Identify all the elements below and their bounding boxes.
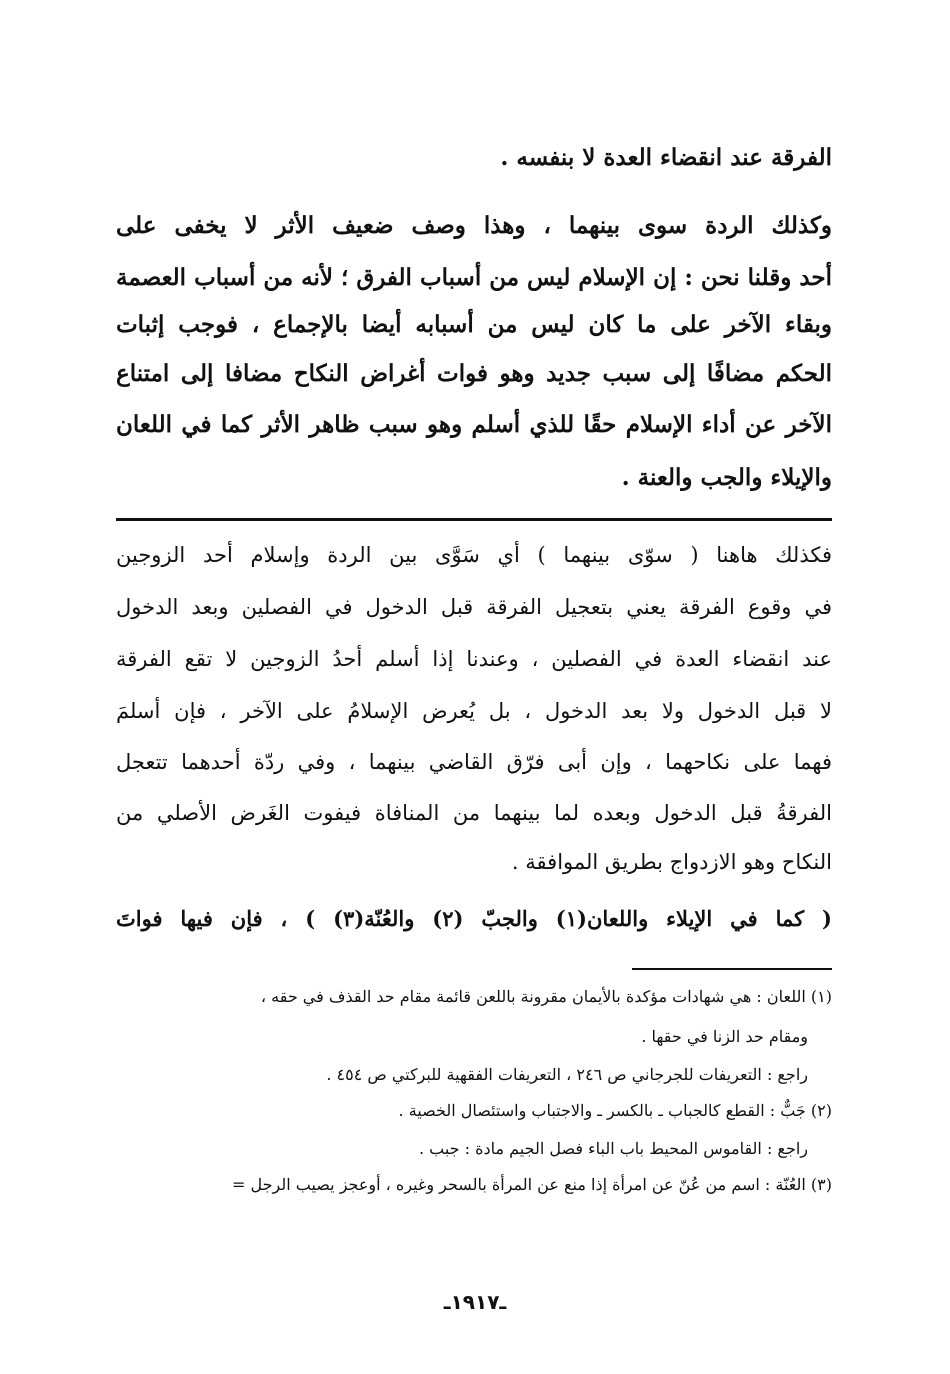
main-text-line-6: الآخر عن أداء الإسلام حقًا للذي أسلم وهو سبب ظاهر الأثر كما في اللعان — [116, 411, 832, 438]
footnote-2-reference: راجع : القاموس المحيط باب الباء فصل الجيم مادة : جبب . — [418, 1139, 808, 1158]
commentary-line-7: النكاح وهو الازدواج بطريق الموافقة . — [511, 850, 832, 874]
commentary-line-1: فكذلك هاهنا ( سوّى بينهما ) أي سَوَّى بين الردة وإسلام أحد الزوجين — [116, 543, 832, 567]
main-text-line-1: الفرقة عند انقضاء العدة لا بنفسه . — [500, 144, 832, 171]
main-commentary-divider — [116, 518, 832, 521]
footnote-3: (٣) العُنّة : اسم من عُنّ عن امرأة إذا منع عن المرأة بالسحر وغيره ، أوعجز يصيب الرجل = — [232, 1175, 832, 1194]
main-text-line-2: وكذلك الردة سوى بينهما ، وهذا وصف ضعيف الأثر لا يخفى على — [116, 212, 832, 239]
commentary-line-3: عند انقضاء العدة في الفصلين ، وعندنا إذا أسلم أحدُ الزوجين لا تقع الفرقة — [116, 647, 832, 671]
commentary-line-5: فهما على نكاحهما ، وإن أبى فرّق القاضي بينهما ، وفي ردّة أحدهما تتعجل — [116, 750, 832, 774]
commentary-line-6: الفرقةُ قبل الدخول وبعده لما بينهما من المنافاة فيفوت الغَرض الأصلي من — [116, 801, 832, 825]
commentary-line-2: في وقوع الفرقة يعني بتعجيل الفرقة قبل الدخول في الفصلين وبعد الدخول — [116, 595, 832, 619]
commentary-line-4: لا قبل الدخول ولا بعد الدخول ، بل يُعرض الإسلامُ على الآخر ، فإن أسلمَ — [116, 699, 832, 723]
footnote-divider — [632, 968, 832, 970]
footnote-1: (١) اللعان : هي شهادات مؤكدة بالأيمان مقرونة باللعن قائمة مقام حد القذف في حقه ، — [260, 987, 832, 1006]
commentary-line-8: ( كما في الإيلاء واللعان(١) والجبّ (٢) والعُنّة(٣) ) ، فإن فيها فواتَ — [116, 906, 832, 931]
footnote-1-continuation: ومقام حد الزنا في حقها . — [641, 1027, 808, 1046]
main-text-line-3: أحد وقلنا نحن : إن الإسلام ليس من أسباب الفرق ؛ لأنه من أسباب العصمة — [116, 264, 832, 291]
page-number: ـ١٩١٧ـ — [443, 1290, 507, 1314]
footnote-2: (٢) جَبٌّ : القطع كالجباب ـ بالكسر ـ والاجتباب واستئصال الخصية . — [398, 1101, 832, 1120]
main-text-line-4: وبقاء الآخر على ما كان ليس من أسبابه أيضا بالإجماع ، فوجب إثبات — [116, 311, 832, 338]
footnote-1-reference: راجع : التعريفات للجرجاني ص ٢٤٦ ، التعريفات الفقهية للبركتي ص ٤٥٤ . — [326, 1065, 808, 1084]
main-text-line-7: والإيلاء والجب والعنة . — [621, 464, 832, 491]
main-text-line-5: الحكم مضافًا إلى سبب جديد وهو فوات أغراض النكاح مضافا إلى امتناع — [116, 360, 832, 387]
